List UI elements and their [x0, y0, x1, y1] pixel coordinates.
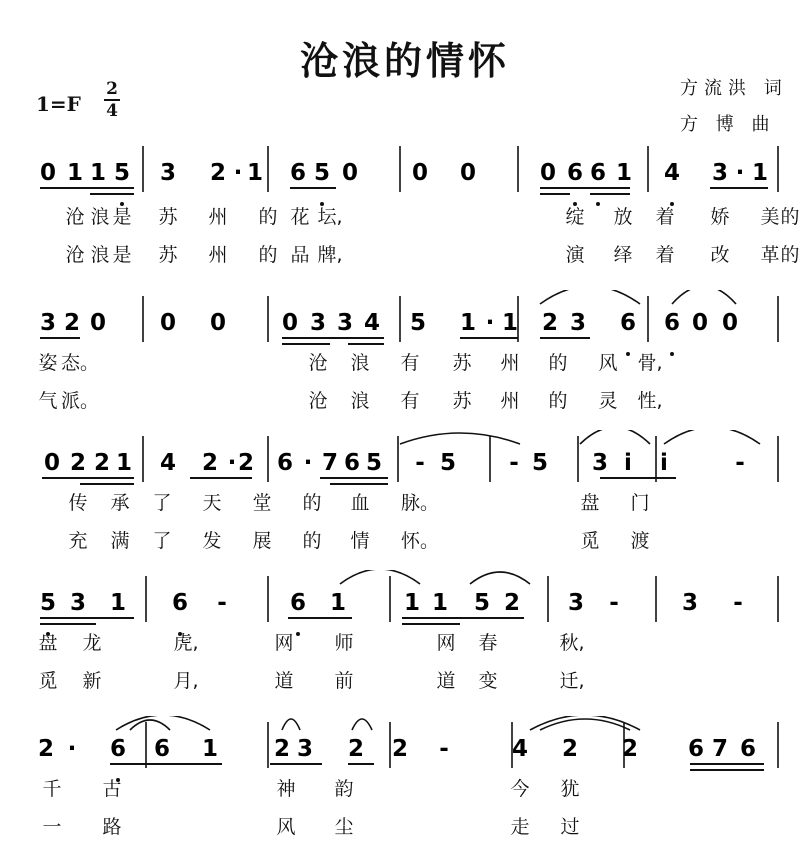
- lyric-syllable: 苏: [158, 244, 178, 266]
- lyric-syllable: 古: [102, 778, 122, 800]
- note: 7: [321, 450, 339, 476]
- note: 7: [711, 736, 729, 762]
- note: 2: [63, 310, 81, 336]
- note: 6: [289, 160, 307, 186]
- lyric-syllable: 着: [655, 206, 675, 228]
- lyric-syllable: 道: [436, 670, 456, 692]
- note: 1: [459, 310, 477, 336]
- time-signature: [104, 80, 120, 120]
- note: -: [217, 590, 227, 616]
- tie-slur: [282, 719, 300, 730]
- note: 5: [409, 310, 427, 336]
- note: 1: [246, 160, 264, 186]
- lyric-syllable: 浪: [350, 352, 370, 374]
- note: ·: [227, 450, 237, 476]
- note: 1: [751, 160, 769, 186]
- lyric-syllable: 着: [655, 244, 675, 266]
- lyric-syllable: 革: [760, 244, 780, 266]
- lyric-syllable: 是: [112, 244, 132, 266]
- octave-dot: [296, 632, 300, 636]
- octave-dot: [670, 352, 674, 356]
- note: 0: [721, 310, 739, 336]
- note: 1: [615, 160, 633, 186]
- note: i: [624, 450, 632, 476]
- lyric-syllable: 娇: [710, 206, 730, 228]
- lyric-syllable: 过: [560, 816, 580, 838]
- note: 0: [159, 310, 177, 336]
- tie-slur: [470, 572, 530, 584]
- lyric-syllable: 展: [252, 530, 272, 552]
- lyric-syllable: 走: [510, 816, 530, 838]
- note: 2: [209, 160, 227, 186]
- note: 5: [113, 160, 131, 186]
- note: 6: [276, 450, 294, 476]
- note: 1: [66, 160, 84, 186]
- note: 0: [281, 310, 299, 336]
- note: 6: [663, 310, 681, 336]
- lyric-syllable: 的: [302, 530, 322, 552]
- lyric-syllable: 风: [598, 352, 618, 374]
- note: 2: [93, 450, 111, 476]
- lyric-syllable: 浪: [90, 244, 110, 266]
- lyric-syllable: 发: [202, 530, 222, 552]
- note: 6: [739, 736, 757, 762]
- tie-slur: [540, 290, 640, 304]
- lyric-syllable: 浪: [90, 206, 110, 228]
- note: 0: [459, 160, 477, 186]
- lyric-syllable: 骨,: [637, 352, 663, 374]
- lyric-syllable: 满: [110, 530, 130, 552]
- lyric-syllable: 盘: [38, 632, 58, 654]
- lyric-syllable: 充: [68, 530, 88, 552]
- tie-slur: [352, 719, 372, 730]
- lyric-syllable: 一: [42, 816, 62, 838]
- lyric-syllable: 气: [38, 390, 58, 412]
- lyric-syllable: 坛,: [317, 206, 343, 228]
- lyric-syllable: 月,: [173, 670, 199, 692]
- lyric-syllable: 觅: [38, 670, 58, 692]
- note: 2: [37, 736, 55, 762]
- lyric-syllable: 天: [202, 492, 222, 514]
- lyric-syllable: 有: [400, 390, 420, 412]
- lyric-syllable: 门: [630, 492, 650, 514]
- note: ·: [303, 450, 313, 476]
- note: 4: [159, 450, 177, 476]
- note: 2: [69, 450, 87, 476]
- lyric-syllable: 品: [290, 244, 310, 266]
- lyric-syllable: 承: [110, 492, 130, 514]
- note: 5: [531, 450, 549, 476]
- lyric-syllable: 血: [350, 492, 370, 514]
- note: 0: [411, 160, 429, 186]
- note: -: [415, 450, 425, 476]
- lyric-syllable: 花: [290, 206, 310, 228]
- lyric-syllable: 前: [334, 670, 354, 692]
- tie-slur: [116, 716, 210, 730]
- lyric-syllable: 觅: [580, 530, 600, 552]
- note: 3: [681, 590, 699, 616]
- lyric-syllable: 姿: [38, 352, 58, 374]
- note: 2: [541, 310, 559, 336]
- note: 1: [329, 590, 347, 616]
- lyric-syllable: 演: [565, 244, 585, 266]
- note: -: [439, 736, 449, 762]
- note: 3: [567, 590, 585, 616]
- tie-slur: [672, 290, 736, 304]
- lyric-syllable: 秋,: [559, 632, 585, 654]
- lyric-syllable: 派。: [60, 390, 100, 412]
- note: 1: [115, 450, 133, 476]
- lyric-syllable: 浪: [350, 390, 370, 412]
- lyric-syllable: 放: [613, 206, 633, 228]
- octave-dot: [626, 352, 630, 356]
- note: 0: [39, 160, 57, 186]
- note: 0: [209, 310, 227, 336]
- note: 2: [347, 736, 365, 762]
- lyric-syllable: 传: [68, 492, 88, 514]
- note: 3: [711, 160, 729, 186]
- lyric-syllable: 变: [478, 670, 498, 692]
- note: 5: [365, 450, 383, 476]
- lyric-syllable: 风: [276, 816, 296, 838]
- lyric-syllable: 师: [334, 632, 354, 654]
- note: 3: [159, 160, 177, 186]
- lyric-syllable: 有: [400, 352, 420, 374]
- note: 0: [341, 160, 359, 186]
- note: 5: [439, 450, 457, 476]
- lyric-syllable: 沧: [65, 244, 85, 266]
- note: 2: [201, 450, 219, 476]
- lyric-syllable: 态。: [60, 352, 100, 374]
- lyric-syllable: 苏: [452, 390, 472, 412]
- note: 4: [511, 736, 529, 762]
- note: 3: [296, 736, 314, 762]
- note: 0: [89, 310, 107, 336]
- lyric-syllable: 的: [780, 244, 800, 266]
- lyric-syllable: 了: [152, 530, 172, 552]
- lyric-syllable: 今: [510, 778, 530, 800]
- lyric-syllable: 道: [274, 670, 294, 692]
- lyric-syllable: 的: [548, 390, 568, 412]
- lyric-syllable: 牌,: [317, 244, 343, 266]
- lyric-syllable: 灵: [598, 390, 618, 412]
- lyric-syllable: 堂: [252, 492, 272, 514]
- lyric-syllable: 美: [760, 206, 780, 228]
- song-title: 沧浪的情怀: [299, 38, 510, 83]
- note: 4: [663, 160, 681, 186]
- note: -: [733, 590, 743, 616]
- note: 1: [431, 590, 449, 616]
- note: 3: [569, 310, 587, 336]
- note: 3: [336, 310, 354, 336]
- lyric-syllable: 龙: [82, 632, 102, 654]
- octave-dot: [596, 202, 600, 206]
- lyric-syllable: 苏: [158, 206, 178, 228]
- lyric-syllable: 苏: [452, 352, 472, 374]
- note: 1: [501, 310, 519, 336]
- lyric-syllable: 韵: [334, 778, 354, 800]
- note: 3: [39, 310, 57, 336]
- note: 5: [39, 590, 57, 616]
- note: ·: [67, 736, 77, 762]
- note: 0: [43, 450, 61, 476]
- lyric-syllable: 了: [152, 492, 172, 514]
- note: 5: [313, 160, 331, 186]
- note: 5: [473, 590, 491, 616]
- note: 3: [591, 450, 609, 476]
- lyric-syllable: 脉。: [400, 492, 440, 514]
- lyric-syllable: 盘: [580, 492, 600, 514]
- lyric-syllable: 神: [276, 778, 296, 800]
- note: 6: [109, 736, 127, 762]
- note: -: [609, 590, 619, 616]
- note: 6: [171, 590, 189, 616]
- lyric-syllable: 怀。: [400, 530, 440, 552]
- lyric-syllable: 迁,: [559, 670, 585, 692]
- note: ·: [735, 160, 745, 186]
- key-signature: 1=F: [36, 92, 81, 116]
- note: 1: [403, 590, 421, 616]
- lyric-syllable: 沧: [65, 206, 85, 228]
- lyric-syllable: 州: [208, 244, 228, 266]
- lyric-syllable: 路: [102, 816, 122, 838]
- note: 3: [69, 590, 87, 616]
- note: 2: [391, 736, 409, 762]
- note: i: [660, 450, 668, 476]
- note: 1: [201, 736, 219, 762]
- note: 2: [273, 736, 291, 762]
- lyric-syllable: 的: [302, 492, 322, 514]
- lyric-syllable: 虎,: [173, 632, 199, 654]
- note: -: [509, 450, 519, 476]
- notation-line: [0, 570, 810, 710]
- lyric-syllable: 犹: [560, 778, 580, 800]
- lyric-syllable: 的: [548, 352, 568, 374]
- lyric-syllable: 绽: [565, 206, 585, 228]
- note: 1: [89, 160, 107, 186]
- lyric-syllable: 沧: [308, 352, 328, 374]
- lyric-syllable: 新: [82, 670, 102, 692]
- lyric-syllable: 渡: [630, 530, 650, 552]
- note: 2: [503, 590, 521, 616]
- lyric-syllable: 沧: [308, 390, 328, 412]
- note: 2: [237, 450, 255, 476]
- lyric-syllable: 的: [258, 244, 278, 266]
- lyric-syllable: 网: [436, 632, 456, 654]
- note: 6: [589, 160, 607, 186]
- note: 1: [109, 590, 127, 616]
- lyric-syllable: 情: [350, 530, 370, 552]
- tie-slur: [580, 430, 650, 444]
- note: 6: [687, 736, 705, 762]
- lyric-syllable: 千: [42, 778, 62, 800]
- composer-credit: 方 博 曲: [680, 114, 776, 135]
- note: 0: [539, 160, 557, 186]
- lyric-syllable: 的: [258, 206, 278, 228]
- note: 2: [561, 736, 579, 762]
- note: 0: [691, 310, 709, 336]
- lyricist-credit: 方流洪 词: [680, 78, 788, 99]
- note: 2: [621, 736, 639, 762]
- note: ·: [485, 310, 495, 336]
- note: 6: [566, 160, 584, 186]
- note: 3: [309, 310, 327, 336]
- note: 6: [343, 450, 361, 476]
- note: 4: [363, 310, 381, 336]
- lyric-syllable: 州: [208, 206, 228, 228]
- lyric-syllable: 州: [500, 352, 520, 374]
- note: ·: [233, 160, 243, 186]
- lyric-syllable: 改: [710, 244, 730, 266]
- note: -: [735, 450, 745, 476]
- lyric-syllable: 尘: [334, 816, 354, 838]
- lyric-syllable: 性,: [637, 390, 663, 412]
- lyric-syllable: 是: [112, 206, 132, 228]
- tie-slur: [400, 433, 520, 444]
- note: 6: [289, 590, 307, 616]
- meter-bottom: 4: [106, 101, 118, 121]
- lyric-syllable: 的: [780, 206, 800, 228]
- lyric-syllable: 春: [478, 632, 498, 654]
- tie-slur: [130, 720, 170, 730]
- note: 6: [153, 736, 171, 762]
- note: 6: [619, 310, 637, 336]
- lyric-syllable: 绎: [613, 244, 633, 266]
- tie-slur: [340, 570, 420, 584]
- meter-top: 2: [106, 79, 118, 99]
- lyric-syllable: 州: [500, 390, 520, 412]
- tie-slur: [664, 430, 760, 444]
- lyric-syllable: 网: [274, 632, 294, 654]
